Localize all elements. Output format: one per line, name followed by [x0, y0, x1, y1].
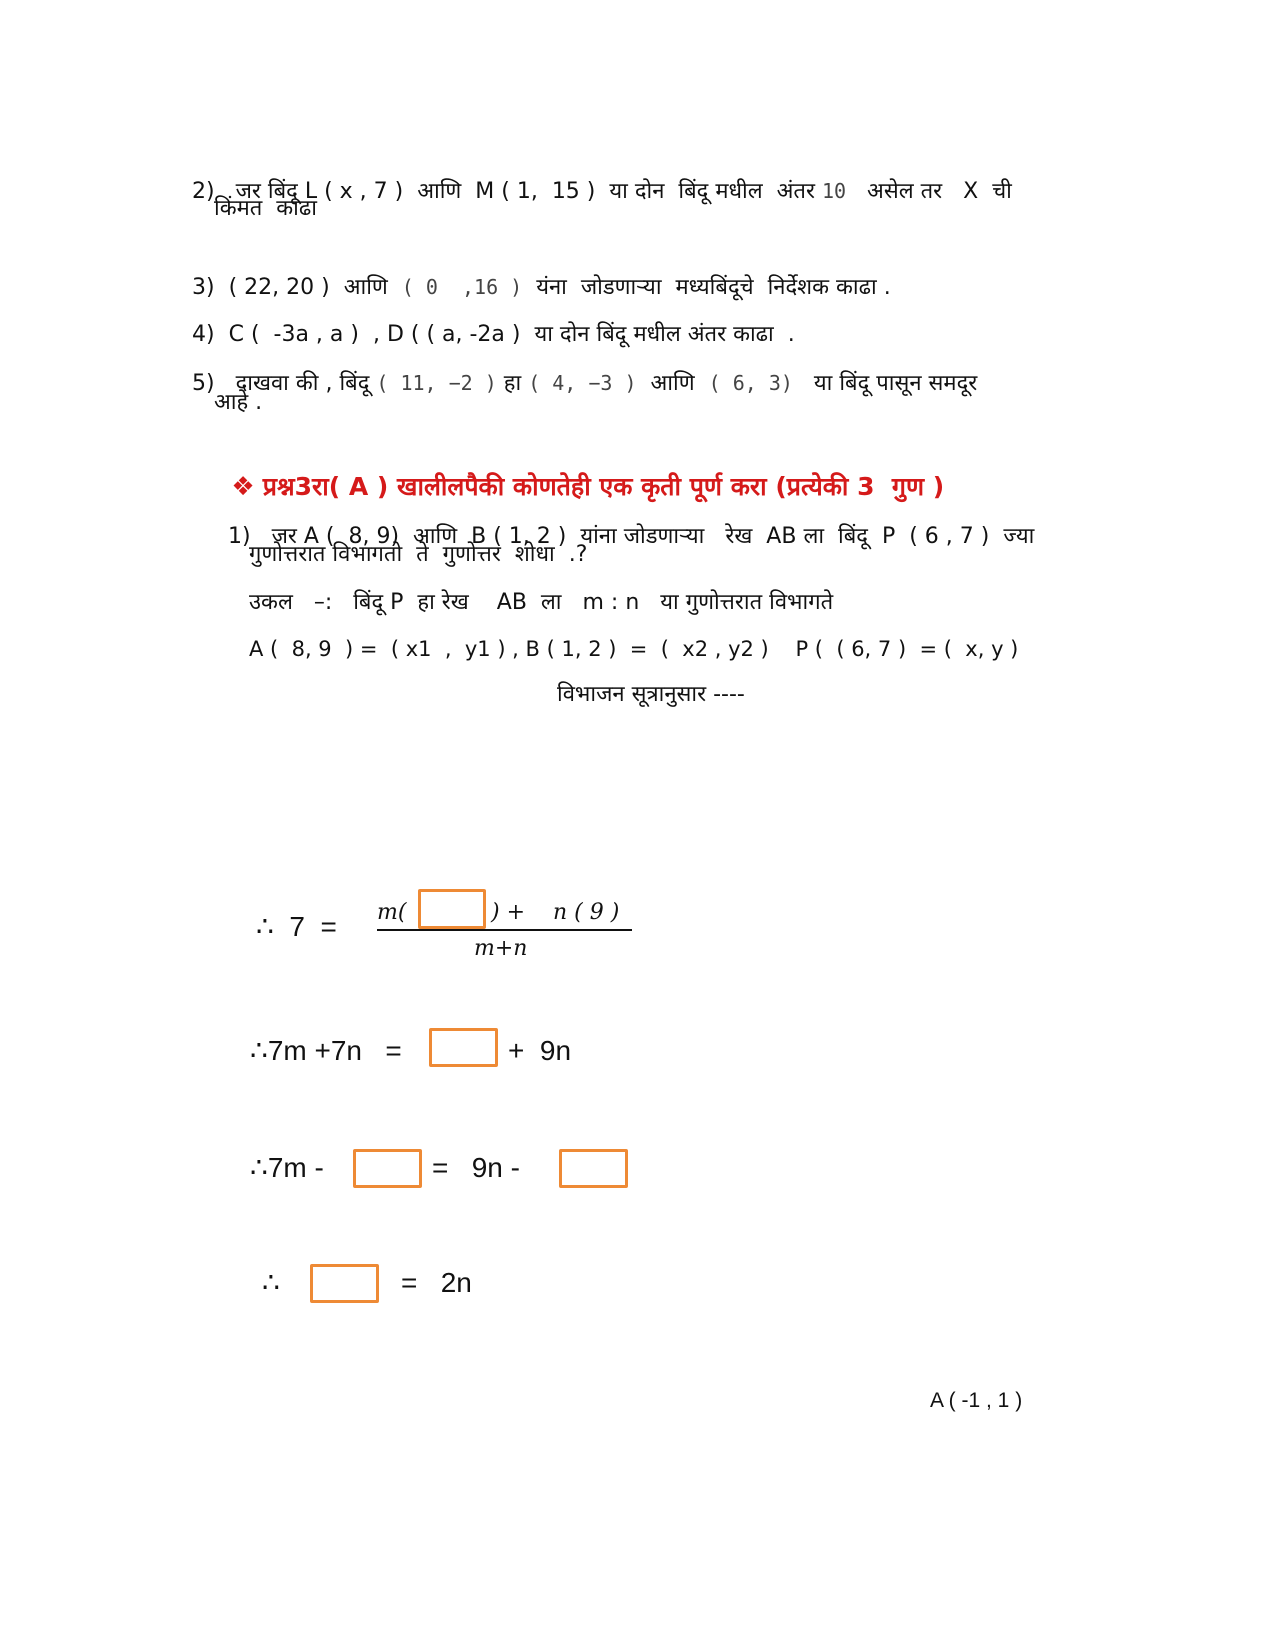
formula-label: विभाजन सूत्रानुसार ----	[557, 682, 745, 707]
activity-question-continued: गुणोत्तरात विभागतो ते गुणोत्तर शोधा .?	[249, 542, 588, 567]
point-6-3: ( 6, 3)	[708, 371, 793, 395]
equation-1-lhs: ∴ 7 =	[256, 911, 337, 942]
equation-3-middle: = 9n -	[432, 1152, 520, 1183]
equation-2-lhs: ∴7m +7n =	[250, 1035, 402, 1066]
question-number: 3)	[192, 275, 215, 300]
question-text: जर बिंदू L ( x , 7 ) आणि M ( 1, 15 ) या दोन बिंदू मधील अंतर	[235, 179, 822, 204]
point-11-neg2: ( 11, −2 )	[376, 371, 497, 395]
diamond-bullet-icon: ❖	[231, 472, 255, 502]
question-text: ( 22, 20 ) आणि	[228, 275, 402, 300]
fraction-bar	[377, 929, 632, 931]
solution-intro: उकल –: बिंदू P हा रेख AB ला m : n या गुणोत्तरात विभागते	[249, 590, 834, 615]
question-number: 5)	[192, 371, 215, 396]
equation-1-numerator-end: ) + n ( 9 )	[491, 900, 620, 925]
equation-4-rhs: = 2n	[401, 1267, 472, 1298]
section-title: प्रश्न3रा( A ) खालीलपैकी कोणतेही एक कृती पूर्ण करा (प्रत्येकी 3 गुण )	[262, 472, 945, 501]
question-number: 4)	[192, 322, 215, 347]
blank-box-1[interactable]	[418, 889, 486, 929]
question-text: दाखवा की , बिंदू	[235, 371, 377, 396]
equation-2-rhs: + 9n	[508, 1035, 572, 1066]
question-5-continued: आहे .	[214, 390, 263, 415]
value-10: 10	[821, 179, 847, 203]
equation-1-numerator-start: m(	[377, 900, 407, 925]
question-text-ha: हा	[496, 371, 529, 396]
point-0-16: ( 0 ,16 )	[401, 275, 523, 299]
blank-box-5[interactable]	[310, 1264, 379, 1303]
equation-1-denominator: m+n	[474, 936, 528, 961]
question-text: C ( -3a , a ) , D ( ( a, -2a ) या दोन बिंदू मधील अंतर काढा .	[228, 322, 795, 347]
question-text-end: यंना जोडणाऱ्या मध्यबिंदूचे निर्देशक काढा .	[522, 275, 891, 300]
answer-text: A ( -1 , 1 )	[930, 1389, 1023, 1412]
question-number: 2)	[192, 179, 215, 204]
activity-number: 1)	[228, 524, 251, 549]
question-5	[178, 338, 977, 399]
point-4-neg3: ( 4, −3 )	[528, 371, 637, 395]
point-assignments: A ( 8, 9 ) = ( x1 , y1 ) , B ( 1, 2 ) = ( x2 , y2 ) P ( ( 6, 7 ) = ( x, y )	[249, 637, 1019, 661]
blank-box-4[interactable]	[559, 1149, 628, 1188]
question-text-end: या बिंदू पासून समदूर	[792, 371, 978, 396]
question-text-end: असेल तर X ची	[846, 179, 1012, 204]
equation-4-lhs: ∴	[262, 1267, 280, 1298]
blank-box-3[interactable]	[353, 1149, 422, 1188]
activity-text: जर A ( 8, 9) आणि B ( 1, 2 ) यांना जोडणाऱ्या रेख AB ला बिंदू P ( 6 , 7 ) ज्या	[271, 524, 1035, 549]
question-2-continued: किंमत काढा	[214, 196, 317, 221]
equation-3-lhs: ∴7m -	[250, 1152, 324, 1183]
question-text-ani: आणि	[636, 371, 709, 396]
blank-box-2[interactable]	[429, 1028, 498, 1067]
